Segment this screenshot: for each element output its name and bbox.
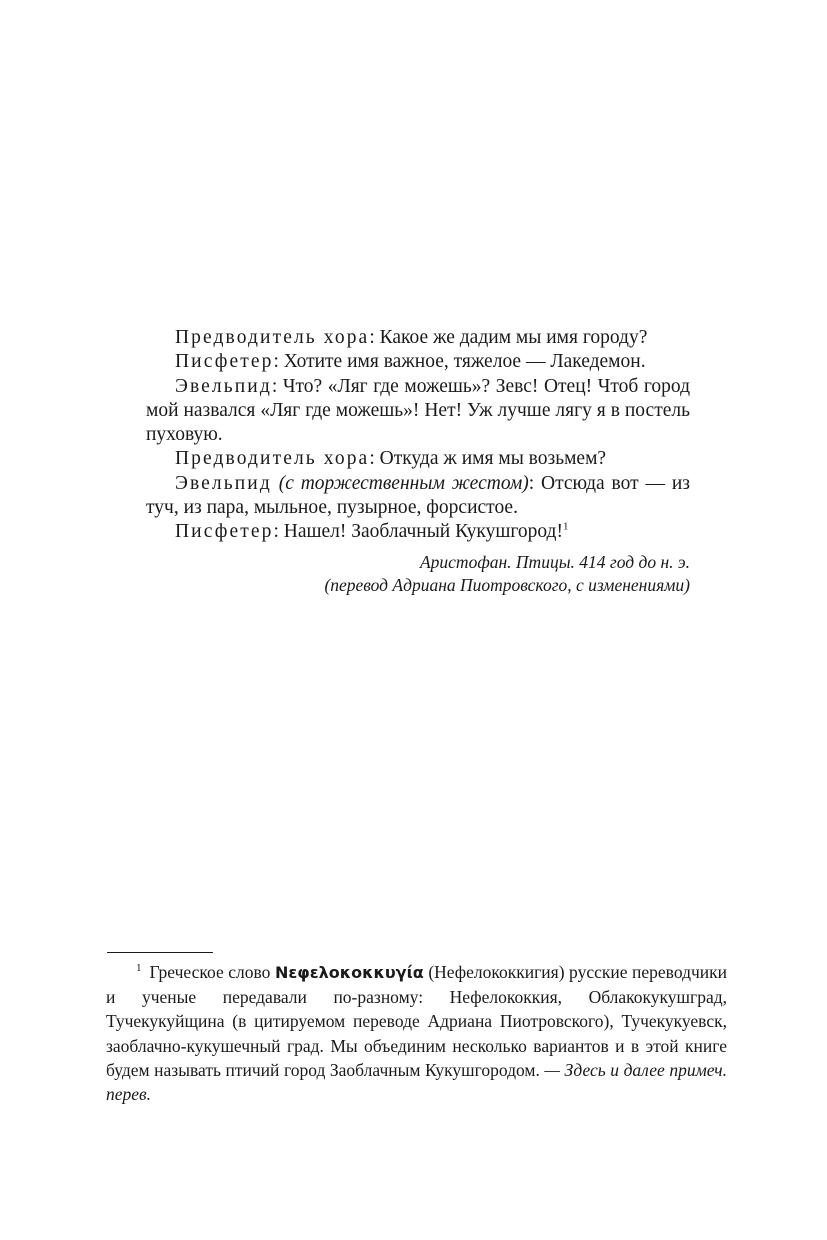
stage-direction: (с торжественным жестом) <box>278 472 529 494</box>
source-translation-note: (перевод Адриана Пиотровского, с изменениями) <box>324 574 690 595</box>
speaker-name: Эвельпид <box>175 375 272 397</box>
greek-word: Νεφελοκοκκυγία <box>274 963 424 982</box>
footnote-reference[interactable]: 1 <box>562 520 569 533</box>
dialogue-line <box>146 472 690 521</box>
dialogue-line <box>146 375 690 448</box>
footnote-body: (Нефелококкигия) русские переводчики и ученые передавали по-разному: Нефелококкия, Облакокукушград, Тучекукуйщина (в цитируемом переводе Адриана Пиотровского), Тучекукуевск, заоблачно-кукушечный град. Мы объединим несколько вариантов и в этой книге будем называть птичий город Заоблачным Кукушгородом. <box>106 962 728 1080</box>
dialogue-line <box>146 447 690 471</box>
translator-note: — Здесь и далее примеч. перев. <box>106 1059 727 1105</box>
epigraph <box>146 326 690 597</box>
footnote-intro: Греческое слово <box>149 962 275 982</box>
speaker-name: Предводитель хора <box>175 448 370 470</box>
speaker-name: Писфетер <box>175 351 274 373</box>
dialogue-line <box>146 350 690 374</box>
line-text: : Нашел! Заоблачный Кукушгород! <box>273 521 563 543</box>
dialogue-line <box>146 520 690 544</box>
line-text: : Хотите имя важное, тяжелое — Лакедемон. <box>273 351 646 373</box>
dialogue-line <box>146 326 690 350</box>
epigraph-source <box>146 551 690 597</box>
line-text: : Откуда ж имя мы возьмем? <box>369 448 607 470</box>
line-text: : Какое же дадим мы имя городу? <box>369 327 648 348</box>
footnote-divider <box>107 952 213 953</box>
source-citation: Аристофан. Птицы. 414 год до н. э. <box>419 551 690 572</box>
speaker-name: Писфетер <box>175 521 274 543</box>
footnote <box>106 960 727 1106</box>
line-text: : Отсюда вот — из туч, из пара, мыльное, пузырное, форсистое. <box>146 472 690 519</box>
speaker-name: Эвельпид <box>175 472 272 494</box>
line-text: : Что? «Ляг где можешь»? Зевс! Отец! Чтоб город мой назвался «Ляг где можешь»! Нет! Уж лучше лягу я в постель пуховую. <box>146 375 690 446</box>
footnote-mark: 1 <box>136 962 142 975</box>
speaker-name: Предводитель хора <box>175 327 370 348</box>
